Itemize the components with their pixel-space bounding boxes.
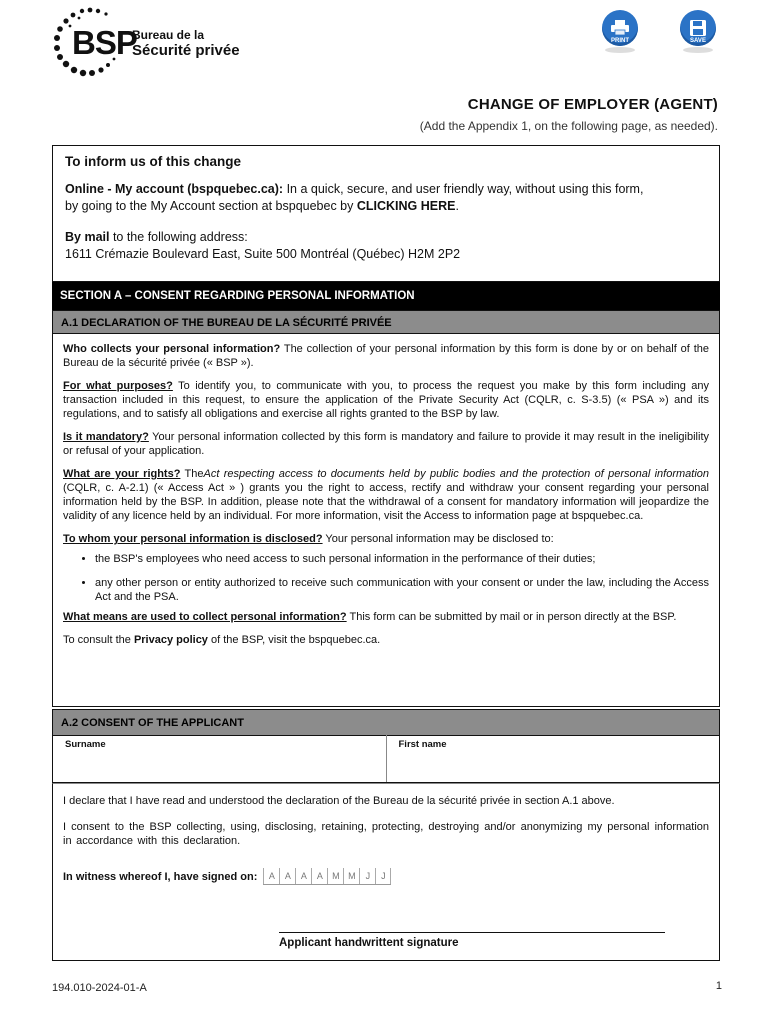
disclosed-answer: Your personal information may be disclosed to:	[322, 533, 554, 545]
printer-icon	[611, 20, 629, 36]
consent-box	[52, 783, 720, 961]
means-answer: This form can be submitted by mail or in person directly at the BSP.	[346, 611, 677, 623]
print-button[interactable]	[600, 10, 640, 54]
save-label: SAVE	[690, 38, 706, 44]
rights-the: The	[180, 468, 204, 480]
mandatory-paragraph	[63, 430, 709, 458]
purpose-paragraph	[63, 379, 709, 421]
witness-row	[63, 868, 709, 885]
online-label: Online - My account (bspquebec.ca):	[65, 182, 284, 196]
signature-label: Applicant handwrittent signature	[279, 937, 459, 949]
online-end: .	[455, 199, 459, 213]
online-paragraph	[65, 181, 707, 198]
mail-paragraph	[65, 229, 707, 246]
signature-date-field[interactable]	[263, 868, 391, 885]
firstname-label: First name	[398, 739, 447, 750]
surname-label: Surname	[65, 739, 106, 750]
mail-address: 1611 Crémazie Boulevard East, Suite 500 Montréal (Québec) H2M 2P2	[65, 247, 461, 261]
online-text: In a quick, secure, and user friendly way, without using this form,	[283, 182, 644, 196]
form-code: 194.010-2024-01-A	[52, 982, 147, 994]
privacy-policy-link[interactable]: Privacy policy	[133, 634, 208, 646]
date-cell: J	[375, 868, 391, 884]
disclosed-paragraph	[63, 532, 709, 546]
document-title: CHANGE OF EMPLOYER (AGENT)	[467, 96, 718, 113]
document-subtitle: (Add the Appendix 1, on the following page, as needed).	[419, 119, 718, 133]
rights-question: What are your rights?	[63, 468, 181, 480]
date-cell: A	[263, 868, 279, 884]
date-cell: A	[295, 868, 311, 884]
online-text-2: by going to the My Account section at bspquebec by	[65, 199, 357, 213]
mail-label: By mail	[65, 230, 110, 244]
disclosed-list	[95, 552, 709, 604]
declaration-box	[52, 334, 720, 707]
print-label: PRINT	[611, 38, 629, 44]
witness-label: In witness whereof I, have signed on:	[63, 870, 258, 883]
disclosed-question: To whom your personal information is disclosed?	[63, 533, 323, 545]
purpose-question: For what purposes?	[63, 380, 173, 392]
a2-header: A.2 CONSENT OF THE APPLICANT	[52, 709, 720, 736]
privacy-pre: To consult the	[63, 634, 134, 646]
who-question: Who collects your personal information?	[63, 343, 281, 355]
save-button[interactable]	[678, 10, 718, 54]
bsp-logo	[52, 6, 242, 78]
rights-act-name: Act respecting access to documents held by public bodies and the protection of personal information	[203, 468, 710, 480]
purpose-answer: To identify you, to communicate with you, to process the request you make by this form including any transaction included in this request, to ensure the application of the Private Security Act (CQLR, c. S-3.5) (« PSA ») and its regulations, and to satisfy all obligations and exercise all rights granted to the BSP by law.	[63, 380, 709, 420]
online-paragraph-2	[65, 198, 707, 215]
rights-paragraph	[63, 467, 709, 523]
logo-line1: Bureau de la	[132, 28, 205, 42]
privacy-paragraph	[63, 633, 709, 647]
rights-answer: (CQLR, c. A-2.1) (« Access Act » ) grants you the right to access, rectify and withdraw your consent regarding your personal information held by the BSP. In addition, please note that the withdrawal of a consent for mandatory information will jeopardize the validity of any licence held by an individual. For more information, visit the Access to information page at bspquebec.ca.	[63, 482, 709, 522]
info-heading: To inform us of this change	[65, 154, 242, 169]
declare-statement: I declare that I have read and understood the declaration of the Bureau de la sécurité privée in section A.1 above.	[63, 795, 615, 807]
means-paragraph	[63, 610, 709, 624]
mandatory-question: Is it mandatory?	[63, 431, 149, 443]
signature-line	[279, 932, 665, 933]
floppy-disk-icon	[690, 20, 706, 36]
mail-text: to the following address:	[109, 230, 248, 244]
a1-header: A.1 DECLARATION OF THE BUREAU DE LA SÉCURITÉ PRIVÉE	[52, 310, 720, 334]
date-cell: J	[359, 868, 375, 884]
date-cell: M	[327, 868, 343, 884]
logo-acronym: BSP	[72, 24, 137, 61]
consent-statement: I consent to the BSP collecting, using, disclosing, retaining, protecting, destroying and/or anonymizing my personal information in accordance with this declaration.	[63, 821, 709, 847]
clicking-here-link[interactable]: CLICKING HERE	[356, 199, 456, 213]
who-answer: The collection of your personal information by this form is done by or on behalf of the Bureau de la sécurité privée (« BSP »).	[63, 343, 709, 369]
firstname-field[interactable]	[386, 735, 720, 782]
name-fields	[52, 735, 720, 783]
page-number: 1	[715, 980, 722, 992]
logo-line2: Sécurité privée	[132, 42, 240, 59]
date-cell: M	[343, 868, 359, 884]
who-paragraph	[63, 342, 709, 370]
privacy-post: of the BSP, visit the bspquebec.ca.	[207, 634, 381, 646]
surname-field[interactable]	[53, 735, 386, 782]
list-item: • the BSP's employees who need access to such personal information in the performance of their duties;	[95, 552, 709, 566]
mandatory-answer: Your personal information collected by this form is mandatory and failure to provide it may result in the ineligibility or refusal of your application.	[63, 431, 709, 457]
info-box	[52, 145, 720, 282]
section-a-header: SECTION A – CONSENT REGARDING PERSONAL INFORMATION	[52, 282, 720, 310]
date-cell: A	[311, 868, 327, 884]
means-question: What means are used to collect personal information?	[63, 611, 347, 623]
list-item: • any other person or entity authorized to receive such communication with your consent or under the law, including the Access Act and the PSA.	[95, 576, 709, 604]
date-cell: A	[279, 868, 295, 884]
